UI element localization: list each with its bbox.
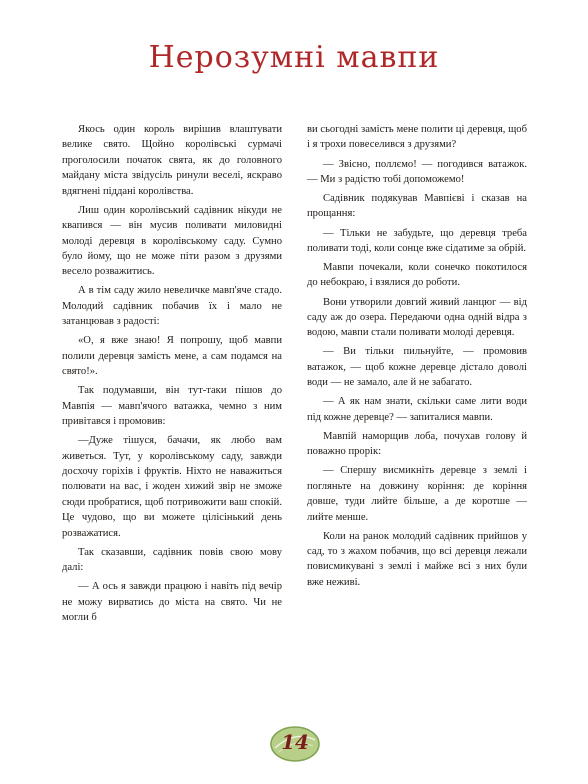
paragraph: Садівник подякував Мавпієві і сказав на прощання: <box>307 193 527 220</box>
paragraph: «О, я вже знаю! Я попрошу, щоб мавпи полили деревця замість мене, а сам подамся на свято!». <box>62 335 282 378</box>
paragraph: — Ви тільки пильнуйте, — промовив ватажок, — щоб кожне деревце дістало доволі води — не замало, але й не забагато. <box>307 346 527 389</box>
paragraph: Лиш один королівський садівник нікуди не квапився — він мусив поливати миловидні молоді деревця в королівському саду. Сумно було йому, що не може піти разом з друзями весело розважитись. <box>62 204 282 278</box>
paragraph: — А як нам знати, скільки саме лити води під кожне деревце? — запиталися мавпи. <box>307 396 527 423</box>
left-text-column <box>62 122 282 625</box>
paragraph: Так сказавши, садівник повів свою мову далі: <box>62 546 282 574</box>
paragraph: —Дуже тішуся, бачачи, як любо вам живеться. Тут, у королівському саду, завжди досхочу горіхів і фруктів. Ніхто не наважиться полювати на вас, і жоден хижий звір не зможе сюди пробратися, щоб потривожити ваш спокій. Це чудово, що ви можете цілісінький день розважатися. <box>62 435 282 539</box>
right-text-column <box>307 122 527 590</box>
paragraph: Коли на ранок молодий садівник прийшов у сад, то з жахом побачив, що всі деревця лежали повисмикувані з землі і майже всі з них були вже неживі. <box>307 530 527 588</box>
paragraph: — Тільки не забудьте, що деревця треба поливати тоді, коли сонце вже сідатиме за обрій. <box>307 227 527 254</box>
paragraph: Вони утворили довгий живий ланцюг — від саду аж до озера. Передаючи одна одній відра з водою, мавпи стали поливати молоді деревця. <box>307 296 527 339</box>
paragraph: — Звісно, поллємо! — погодився ватажок. — Ми з радістю тобі допоможемо! <box>307 158 527 185</box>
paragraph: — Спершу висмикніть деревце з землі і погляньте на довжину коріння: де коріння довше, туди лийте більше, а де коротше — лийте менше. <box>307 465 527 523</box>
page-number: 14 <box>281 730 309 754</box>
paragraph: Мавпій наморщив лоба, почухав голову й поважно прорік: <box>307 430 527 458</box>
paragraph: ви сьогодні замість мене полити ці деревця, щоб і я трохи повеселився з друзями? <box>307 124 527 151</box>
paragraph: Якось один король вирішив влаштувати велике свято. Щойно королівські сурмачі проголосили початок свята, як до головного майдану міста звідусіль ринули веселі, яскраво вдягнені піддані королівства. <box>62 124 282 197</box>
page-number-badge <box>269 724 321 764</box>
paragraph: Мавпи почекали, коли сонечко покотилося до небокраю, і взялися до роботи. <box>307 262 527 289</box>
paragraph: А в тім саду жило невеличке мавп'яче стадо. Молодий садівник побачив їх і мало не затанцював з радості: <box>62 285 282 328</box>
paragraph: — А ось я завжди працюю і навіть під вечір не можу вирватись до міста на свято. Чи не могли б <box>62 581 282 623</box>
paragraph: Так подумавши, він тут-таки пішов до Мавпія — мавп'ячого ватажка, чемно з ним привітався і промовив: <box>62 385 282 428</box>
page-title: Нерозумні мавпи <box>148 40 440 75</box>
